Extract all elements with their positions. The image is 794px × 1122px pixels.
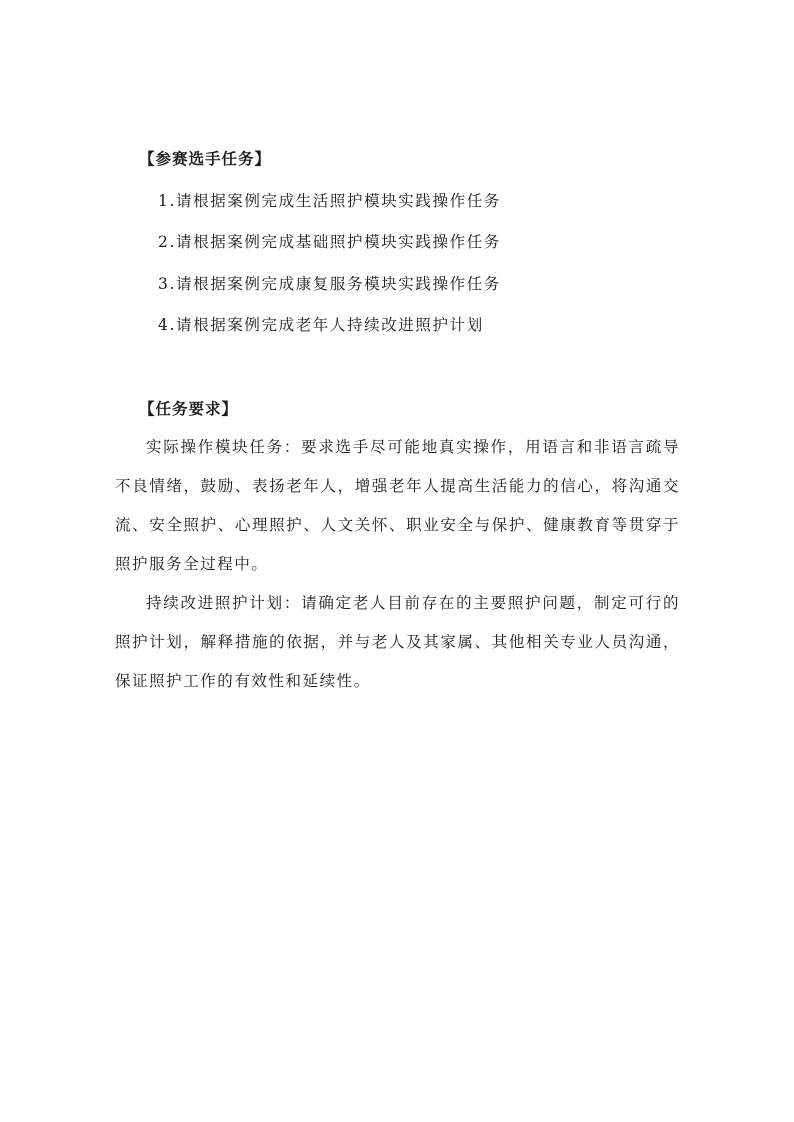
task-requirements-section	[115, 398, 680, 701]
task-item-4: 4.请根据案例完成老年人持续改进照护计划	[158, 316, 484, 334]
contestant-tasks-heading: 【参赛选手任务】	[139, 150, 272, 168]
task-list	[115, 190, 680, 337]
task-item-1: 1.请根据案例完成生活照护模块实践操作任务	[158, 191, 501, 210]
task-requirements-heading: 【任务要求】	[139, 400, 239, 418]
task-item-2: 2.请根据案例完成基础照护模块实践操作任务	[158, 233, 501, 251]
task-item-3: 3.请根据案例完成康复服务模块实践操作任务	[158, 274, 501, 293]
care-plan-paragraph: 持续改进照护计划：请确定老人目前存在的主要照护问题，制定可行的照护计划，解释措施的依据，并与老人及其家属、其他相关专业人员沟通，保证照护工作的有效性和延续性。	[115, 594, 680, 690]
practical-module-paragraph: 实际操作模块任务：要求选手尽可能地真实操作，用语言和非语言疏导不良情绪，鼓励、表扬老年人，增强老年人提高生活能力的信心，将沟通交流、安全照护、心理照护、人文关怀、职业安全与保护、健康教育等贯穿于照护服务全过程中。	[115, 438, 680, 573]
contestant-tasks-section	[115, 148, 680, 336]
